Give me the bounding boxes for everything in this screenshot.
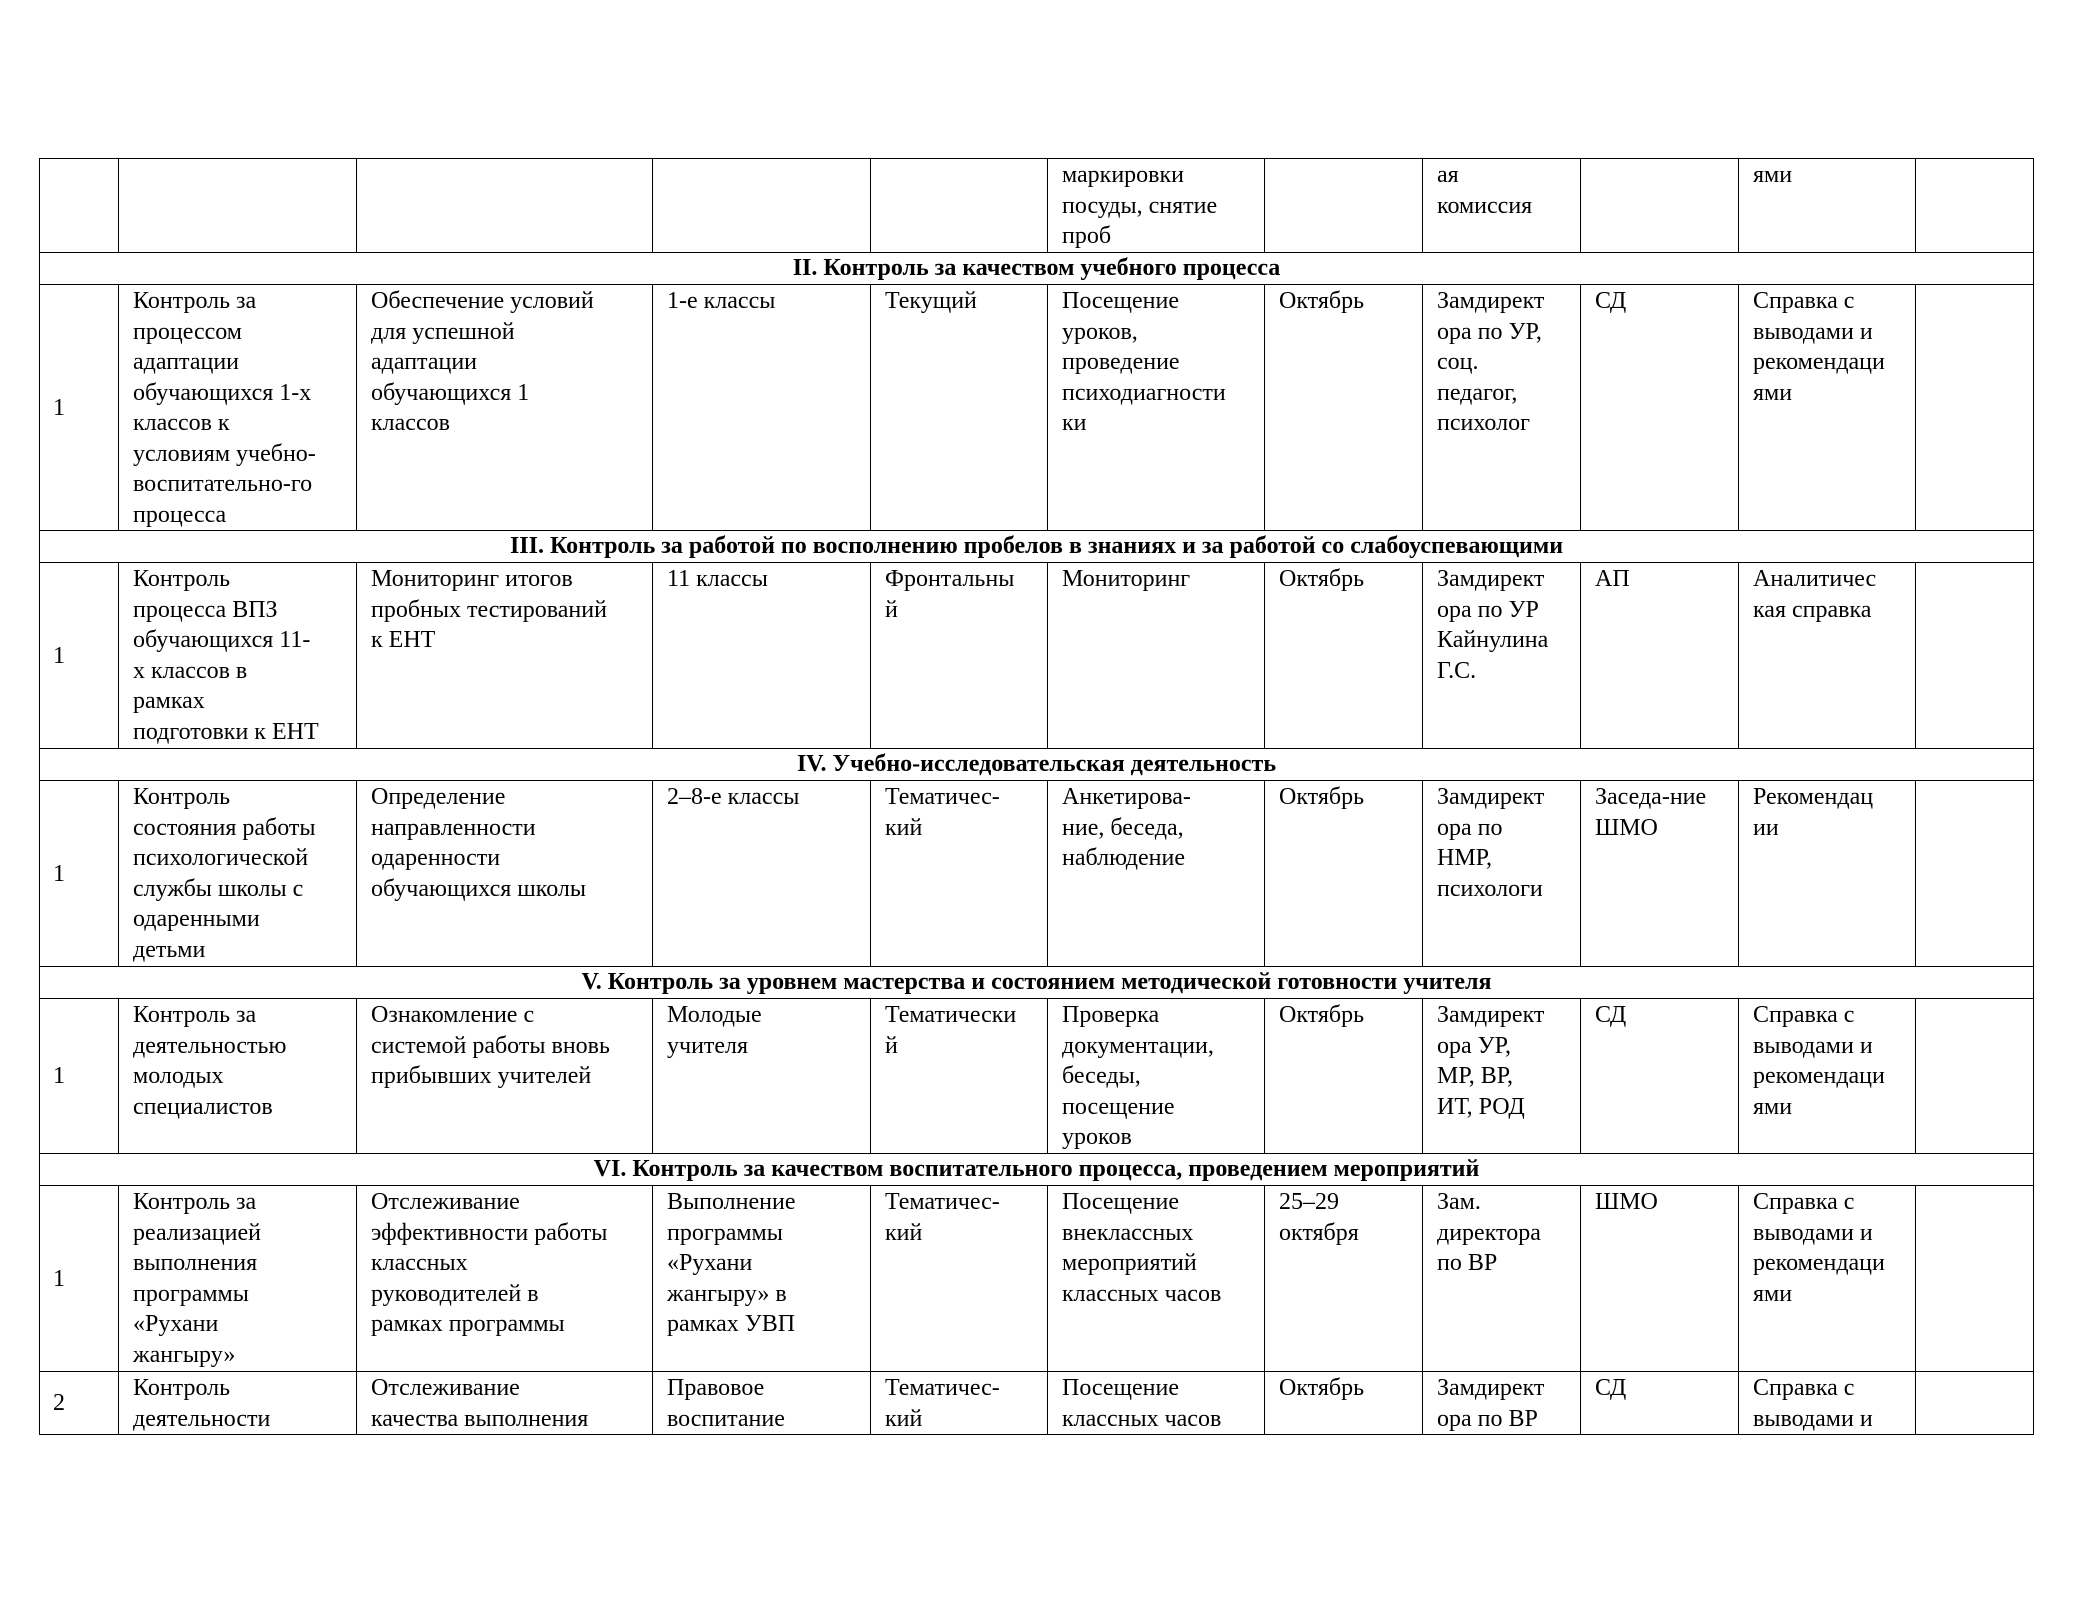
responsible-cell: ая комиссия: [1423, 159, 1581, 253]
table-row: [40, 563, 2034, 749]
table-row: [40, 159, 2034, 253]
control-goal-cell: Отслеживание качества выполнения: [357, 1372, 653, 1435]
control-object-cell: Контроль за реализацией выполнения программы «Рухани жангыру»: [119, 1186, 357, 1372]
extra-cell: [1916, 285, 2034, 531]
control-type-cell: Тематичес- кий: [871, 1372, 1048, 1435]
row-number-cell: 1: [40, 1186, 119, 1372]
section-title: IV. Учебно-исследовательская деятельность: [40, 749, 2034, 781]
section-title: III. Контроль за работой по восполнению пробелов в знаниях и за работой со слабоуспевающими: [40, 531, 2034, 563]
result-cell: Рекомендац ии: [1739, 781, 1916, 967]
control-object-cell: Контроль за процессом адаптации обучающихся 1-х классов к условиям учебно- воспитательно-го процесса: [119, 285, 357, 531]
row-number-cell: 1: [40, 563, 119, 749]
control-method-cell: маркировки посуды, снятие проб: [1048, 159, 1265, 253]
control-type-cell: Фронтальны й: [871, 563, 1048, 749]
review-place-cell: АП: [1581, 563, 1739, 749]
section-header-row: [40, 531, 2034, 563]
responsible-cell: Замдирект ора по УР, соц. педагог, психолог: [1423, 285, 1581, 531]
extra-cell: [1916, 999, 2034, 1154]
section-header-row: [40, 749, 2034, 781]
responsible-cell: Замдирект ора по НМР, психологи: [1423, 781, 1581, 967]
control-date-cell: Октябрь: [1265, 285, 1423, 531]
row-number-cell: 2: [40, 1372, 119, 1435]
control-plan-table: [39, 158, 2034, 1435]
review-place-cell: ШМО: [1581, 1186, 1739, 1372]
result-cell: Справка с выводами и рекомендаци ями: [1739, 999, 1916, 1154]
control-object-cell: Контроль состояния работы психологической службы школы с одаренными детьми: [119, 781, 357, 967]
section-header-row: [40, 253, 2034, 285]
result-cell: Справка с выводами и рекомендаци ями: [1739, 285, 1916, 531]
control-goal-cell: Определение направленности одаренности обучающихся школы: [357, 781, 653, 967]
result-cell: Справка с выводами и рекомендаци ями: [1739, 1186, 1916, 1372]
control-date-cell: Октябрь: [1265, 999, 1423, 1154]
control-target-cell: [653, 159, 871, 253]
control-target-cell: 2–8-е классы: [653, 781, 871, 967]
control-target-cell: Молодые учителя: [653, 999, 871, 1154]
control-type-cell: Тематически й: [871, 999, 1048, 1154]
control-method-cell: Посещение уроков, проведение психодиагности ки: [1048, 285, 1265, 531]
row-number-cell: 1: [40, 285, 119, 531]
table-body: [40, 159, 2034, 1435]
control-type-cell: Текущий: [871, 285, 1048, 531]
review-place-cell: Заседа-ние ШМО: [1581, 781, 1739, 967]
control-method-cell: Посещение классных часов: [1048, 1372, 1265, 1435]
control-type-cell: [871, 159, 1048, 253]
responsible-cell: Замдирект ора УР, МР, ВР, ИТ, РОД: [1423, 999, 1581, 1154]
control-target-cell: Выполнение программы «Рухани жангыру» в рамках УВП: [653, 1186, 871, 1372]
table-row: [40, 285, 2034, 531]
section-header-row: [40, 1154, 2034, 1186]
review-place-cell: СД: [1581, 1372, 1739, 1435]
result-cell: ями: [1739, 159, 1916, 253]
table-row: [40, 1186, 2034, 1372]
table-row: [40, 999, 2034, 1154]
review-place-cell: СД: [1581, 999, 1739, 1154]
control-date-cell: Октябрь: [1265, 1372, 1423, 1435]
control-method-cell: Посещение внеклассных мероприятий классных часов: [1048, 1186, 1265, 1372]
table-row: [40, 781, 2034, 967]
control-method-cell: Мониторинг: [1048, 563, 1265, 749]
extra-cell: [1916, 563, 2034, 749]
section-title: V. Контроль за уровнем мастерства и состоянием методической готовности учителя: [40, 967, 2034, 999]
control-goal-cell: Обеспечение условий для успешной адаптации обучающихся 1 классов: [357, 285, 653, 531]
extra-cell: [1916, 1372, 2034, 1435]
control-type-cell: Тематичес- кий: [871, 781, 1048, 967]
control-goal-cell: Мониторинг итогов пробных тестирований к ЕНТ: [357, 563, 653, 749]
control-date-cell: [1265, 159, 1423, 253]
row-number-cell: 1: [40, 999, 119, 1154]
control-type-cell: Тематичес- кий: [871, 1186, 1048, 1372]
extra-cell: [1916, 1186, 2034, 1372]
section-title: VI. Контроль за качеством воспитательного процесса, проведением мероприятий: [40, 1154, 2034, 1186]
control-goal-cell: [357, 159, 653, 253]
control-target-cell: 1-е классы: [653, 285, 871, 531]
review-place-cell: [1581, 159, 1739, 253]
review-place-cell: СД: [1581, 285, 1739, 531]
control-object-cell: Контроль процесса ВПЗ обучающихся 11- х классов в рамках подготовки к ЕНТ: [119, 563, 357, 749]
control-date-cell: Октябрь: [1265, 781, 1423, 967]
responsible-cell: Замдирект ора по УР Кайнулина Г.С.: [1423, 563, 1581, 749]
control-object-cell: [119, 159, 357, 253]
control-goal-cell: Отслеживание эффективности работы классных руководителей в рамках программы: [357, 1186, 653, 1372]
table-row: [40, 1372, 2034, 1435]
control-date-cell: Октябрь: [1265, 563, 1423, 749]
control-target-cell: Правовое воспитание: [653, 1372, 871, 1435]
control-date-cell: 25–29 октября: [1265, 1186, 1423, 1372]
control-target-cell: 11 классы: [653, 563, 871, 749]
result-cell: Аналитичес кая справка: [1739, 563, 1916, 749]
control-object-cell: Контроль деятельности: [119, 1372, 357, 1435]
control-method-cell: Анкетирова- ние, беседа, наблюдение: [1048, 781, 1265, 967]
extra-cell: [1916, 781, 2034, 967]
control-goal-cell: Ознакомление с системой работы вновь прибывших учителей: [357, 999, 653, 1154]
control-method-cell: Проверка документации, беседы, посещение уроков: [1048, 999, 1265, 1154]
responsible-cell: Замдирект ора по ВР: [1423, 1372, 1581, 1435]
row-number-cell: [40, 159, 119, 253]
responsible-cell: Зам. директора по ВР: [1423, 1186, 1581, 1372]
row-number-cell: 1: [40, 781, 119, 967]
extra-cell: [1916, 159, 2034, 253]
section-header-row: [40, 967, 2034, 999]
result-cell: Справка с выводами и: [1739, 1372, 1916, 1435]
section-title: II. Контроль за качеством учебного процесса: [40, 253, 2034, 285]
control-object-cell: Контроль за деятельностью молодых специалистов: [119, 999, 357, 1154]
